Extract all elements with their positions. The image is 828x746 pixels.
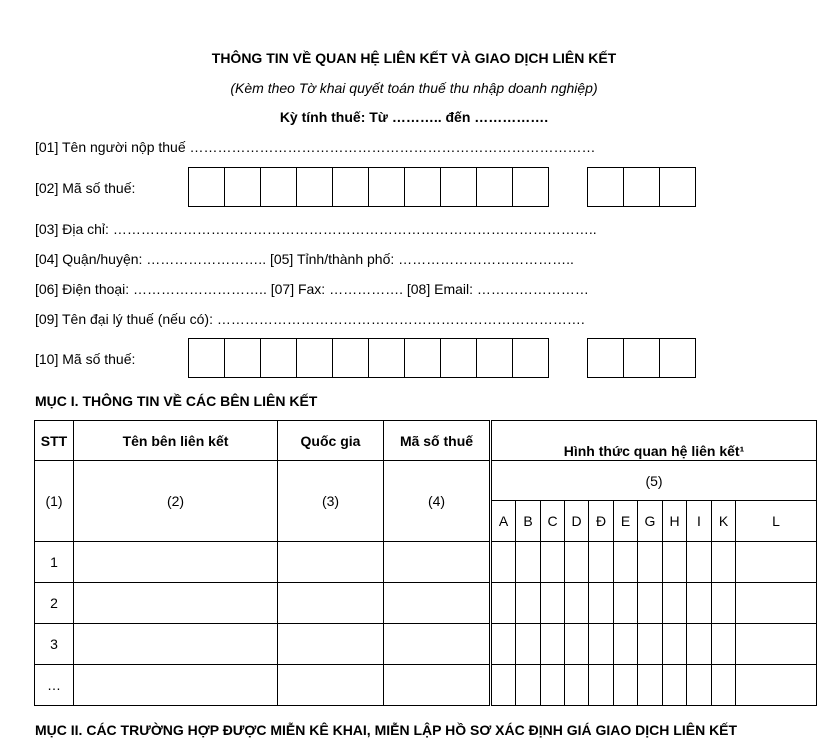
agent-tax-code-digit-box[interactable] — [188, 338, 225, 378]
subcol-dd: Đ — [589, 501, 614, 542]
cell[interactable] — [565, 542, 589, 583]
cell[interactable] — [736, 583, 817, 624]
cell[interactable] — [712, 583, 736, 624]
cell[interactable] — [74, 624, 278, 665]
cell[interactable] — [565, 665, 589, 706]
cell[interactable] — [278, 624, 384, 665]
cell[interactable] — [589, 542, 614, 583]
cell[interactable] — [663, 542, 687, 583]
cell[interactable] — [74, 665, 278, 706]
cell[interactable] — [687, 624, 712, 665]
cell[interactable] — [516, 624, 541, 665]
agent-tax-code-digit-box[interactable] — [224, 338, 261, 378]
tax-code-digit-box[interactable] — [224, 167, 261, 207]
row-number: 1 — [35, 542, 74, 583]
cell[interactable] — [278, 583, 384, 624]
tax-code-label: [02] Mã số thuế: — [35, 180, 136, 196]
row-number: … — [35, 665, 74, 706]
cell[interactable] — [492, 665, 516, 706]
table-row — [35, 583, 817, 624]
cell[interactable] — [541, 624, 565, 665]
header-country: Quốc gia — [278, 421, 384, 461]
agent-tax-code-suffix-box[interactable] — [659, 338, 696, 378]
cell[interactable] — [384, 542, 490, 583]
subcol-k: K — [712, 501, 736, 542]
tax-code-digit-box[interactable] — [188, 167, 225, 207]
cell[interactable] — [516, 583, 541, 624]
agent-tax-code-label: [10] Mã số thuế: — [35, 351, 136, 367]
cell[interactable] — [384, 665, 490, 706]
subcol-b: B — [516, 501, 541, 542]
cell[interactable] — [712, 624, 736, 665]
cell[interactable] — [589, 583, 614, 624]
tax-code-suffix-boxes[interactable] — [587, 167, 695, 207]
subcol-h: H — [663, 501, 687, 542]
subcol-d: D — [565, 501, 589, 542]
header-party-name: Tên bên liên kết — [74, 421, 278, 461]
header-relation-type: Hình thức quan hệ liên kết¹ — [492, 421, 817, 461]
cell[interactable] — [663, 624, 687, 665]
agent-tax-code-digit-box[interactable] — [332, 338, 369, 378]
tax-code-digit-box[interactable] — [512, 167, 549, 207]
cell[interactable] — [541, 542, 565, 583]
subcol-c: C — [541, 501, 565, 542]
agent-tax-code-digit-box[interactable] — [260, 338, 297, 378]
cell[interactable] — [492, 624, 516, 665]
index-3: (3) — [278, 461, 384, 542]
index-4: (4) — [384, 461, 490, 542]
subcol-a: A — [492, 501, 516, 542]
header-tax-code: Mã số thuế — [384, 421, 490, 461]
agent-tax-code-suffix-boxes[interactable] — [587, 338, 695, 378]
taxpayer-name-field[interactable]: [01] Tên người nộp thuế …………………………………………………………………………… — [35, 139, 596, 155]
subcol-e: E — [614, 501, 638, 542]
contact-field[interactable]: [06] Điện thoại: ……………………….. [07] Fax: ……………. [08] Email: …………………… — [35, 281, 589, 297]
cell[interactable] — [687, 542, 712, 583]
cell[interactable] — [492, 583, 516, 624]
cell[interactable] — [589, 624, 614, 665]
index-1: (1) — [35, 461, 74, 542]
cell[interactable] — [638, 542, 663, 583]
table-row — [35, 665, 817, 706]
cell[interactable] — [541, 665, 565, 706]
cell[interactable] — [614, 583, 638, 624]
cell[interactable] — [384, 583, 490, 624]
address-field[interactable]: [03] Địa chỉ: ………………………………………………………………………………………….. — [35, 221, 597, 237]
cell[interactable] — [663, 583, 687, 624]
district-province-field[interactable]: [04] Quận/huyện: …………………….. [05] Tỉnh/thành phố: ……………………………….. — [35, 251, 574, 267]
cell[interactable] — [687, 665, 712, 706]
cell[interactable] — [565, 624, 589, 665]
cell[interactable] — [74, 542, 278, 583]
agent-tax-code-suffix-box[interactable] — [623, 338, 660, 378]
cell[interactable] — [736, 624, 817, 665]
agent-tax-code-digit-box[interactable] — [440, 338, 477, 378]
cell[interactable] — [589, 665, 614, 706]
tax-code-suffix-box[interactable] — [587, 167, 624, 207]
subcol-i: I — [687, 501, 712, 542]
index-5: (5) — [492, 461, 817, 501]
cell[interactable] — [516, 665, 541, 706]
cell[interactable] — [541, 583, 565, 624]
tax-agent-field[interactable]: [09] Tên đại lý thuế (nếu có): ……………………………………………………………………. — [35, 311, 585, 327]
subcol-g: G — [638, 501, 663, 542]
form-title: THÔNG TIN VỀ QUAN HỆ LIÊN KẾT VÀ GIAO DỊCH LIÊN KẾT — [211, 50, 617, 66]
cell[interactable] — [384, 624, 490, 665]
tax-code-boxes[interactable] — [188, 167, 548, 207]
cell[interactable] — [712, 542, 736, 583]
agent-tax-code-boxes[interactable] — [188, 338, 548, 378]
cell[interactable] — [736, 665, 817, 706]
cell[interactable] — [74, 583, 278, 624]
row-number: 3 — [35, 624, 74, 665]
cell[interactable] — [712, 665, 736, 706]
tax-code-digit-box[interactable] — [332, 167, 369, 207]
index-2: (2) — [74, 461, 278, 542]
agent-tax-code-digit-box[interactable] — [296, 338, 333, 378]
tax-code-suffix-box[interactable] — [659, 167, 696, 207]
cell[interactable] — [614, 542, 638, 583]
tax-code-digit-box[interactable] — [476, 167, 513, 207]
tax-code-digit-box[interactable] — [440, 167, 477, 207]
table-row — [35, 542, 817, 583]
tax-code-digit-box[interactable] — [260, 167, 297, 207]
section-1-heading: MỤC I. THÔNG TIN VỀ CÁC BÊN LIÊN KẾT — [35, 393, 318, 409]
agent-tax-code-digit-box[interactable] — [476, 338, 513, 378]
tax-period: Kỳ tính thuế: Từ ……….. đến ……………. — [279, 109, 549, 125]
cell[interactable] — [278, 542, 384, 583]
cell[interactable] — [638, 665, 663, 706]
cell[interactable] — [278, 665, 384, 706]
subcol-l: L — [736, 501, 817, 542]
tax-code-digit-box[interactable] — [296, 167, 333, 207]
cell[interactable] — [565, 583, 589, 624]
cell[interactable] — [663, 665, 687, 706]
agent-tax-code-digit-box[interactable] — [512, 338, 549, 378]
agent-tax-code-suffix-box[interactable] — [587, 338, 624, 378]
header-stt: STT — [35, 421, 74, 461]
cell[interactable] — [614, 624, 638, 665]
row-number: 2 — [35, 583, 74, 624]
agent-tax-code-digit-box[interactable] — [368, 338, 405, 378]
section-2-heading: MỤC II. CÁC TRƯỜNG HỢP ĐƯỢC MIỄN KÊ KHAI, MIỄN LẬP HỒ SƠ XÁC ĐỊNH GIÁ GIAO DỊCH LIÊN KẾT — [35, 722, 738, 738]
related-parties-table — [34, 420, 817, 706]
form-subtitle: (Kèm theo Tờ khai quyết toán thuế thu nhập doanh nghiệp) — [230, 80, 598, 96]
tax-code-suffix-box[interactable] — [623, 167, 660, 207]
tax-code-digit-box[interactable] — [404, 167, 441, 207]
agent-tax-code-digit-box[interactable] — [404, 338, 441, 378]
cell[interactable] — [492, 542, 516, 583]
cell[interactable] — [638, 583, 663, 624]
cell[interactable] — [614, 665, 638, 706]
tax-code-digit-box[interactable] — [368, 167, 405, 207]
cell[interactable] — [687, 583, 712, 624]
table-row — [35, 624, 817, 665]
cell[interactable] — [736, 542, 817, 583]
cell[interactable] — [638, 624, 663, 665]
cell[interactable] — [516, 542, 541, 583]
